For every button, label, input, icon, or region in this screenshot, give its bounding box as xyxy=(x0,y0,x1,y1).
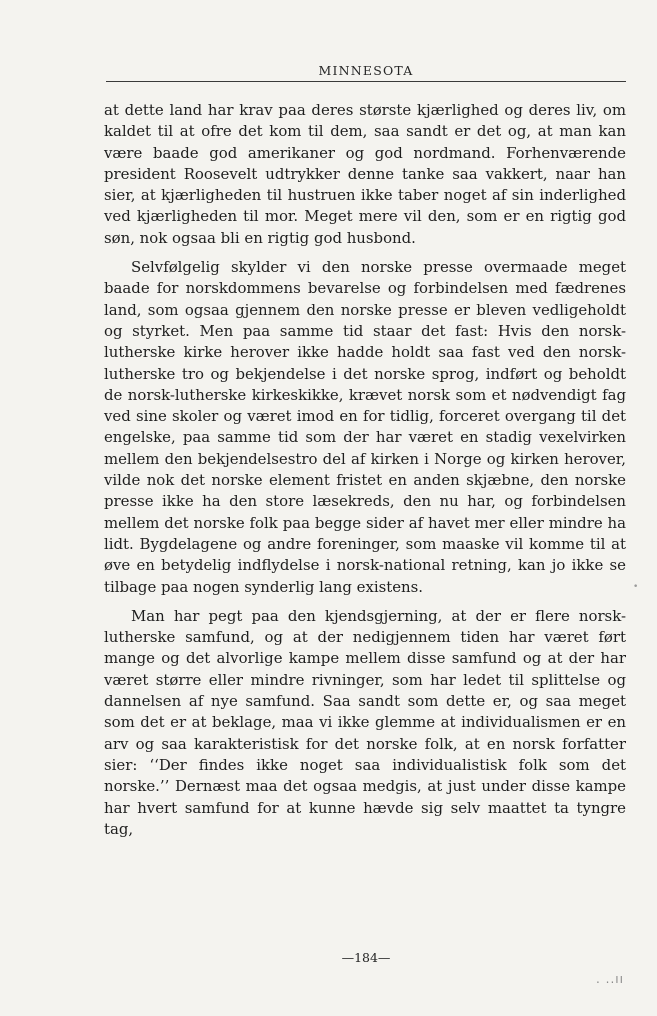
running-head: MINNESOTA xyxy=(318,63,414,78)
paragraph-1: at dette land har krav paa deres største kjærlighed og deres liv, om kaldet til at ofre det kom til dem, saa sandt er det og, at man kan være baade god amerikaner og god nordmand. Forhenværende president Roosevelt udtrykker denne tanke saa vakkert, naar han sier, at kjærligheden til hustruen ikke taber noget af sin inderlighed ved kjærligheden til mor. Meget mere vil den, som er en rigtig god søn, nok ogsaa bli en rigtig god husbond. xyxy=(104,101,626,247)
paragraph-2: Selvfølgelig skylder vi den norske presse overmaade meget baade for norskdommens bevarelse og forbindelsen med fædrenes land, som ogsaa gjennem den norske presse er bleven vedligeholdt og styrket. Men paa samme tid staar det fast: Hvis den norsk-lutherske kirke herover ikke hadde holdt saa fast ved den norsk-lutherske tro og bekjendelse i det norske sprog, indført og beholdt de norsk-lutherske kirkeskikke, krævet norsk som et nødvendigt fag ved sine skoler og været imod en for tidlig, forceret overgang til det engelske, paa samme tid som der har været en stadig vexelvirken mellem den bekjendelsestro del af kirken i Norge og kirken herover, vilde nok det norske element fristet en anden skjæbne, den norske presse ikke ha den store læsekreds, den nu har, og forbindelsen mellem det norske folk paa begge sider af havet mer eller mindre ha lidt. Bygdelagene og andre foreninger, som maaske vil komme til at øve en betydelig indflydelse i norsk-national retning, kan jo ikke se tilbage paa nogen synderlig lang existens. xyxy=(104,258,626,596)
paragraph-3: Man har pegt paa den kjendsgjerning, at der er flere norsk-lutherske samfund, og at der nedigjennem tiden har været ført mange og det alvorlige kampe mellem disse samfund og at der har været større eller mindre rivninger, som har ledet til splittelse og dannelsen af nye samfund. Saa sandt som dette er, og saa meget som det er at beklage, maa vi ikke glemme at individualismen er en arv og saa karakteristisk for det norske folk, at en norsk forfatter sier: ‘‘Der findes ikke noget saa individualistisk folk som det norske.’’ Dernæst maa det ogsaa medgis, at just under disse kampe har hvert samfund for at kunne hævde sig selv maattet ta tyngre tag, xyxy=(104,606,626,838)
page-number: —184— xyxy=(341,950,391,965)
header-rule xyxy=(106,81,626,82)
print-speck: • xyxy=(633,582,639,592)
corner-scan-mark: . ..ıı xyxy=(596,972,624,986)
body-text xyxy=(104,100,626,840)
